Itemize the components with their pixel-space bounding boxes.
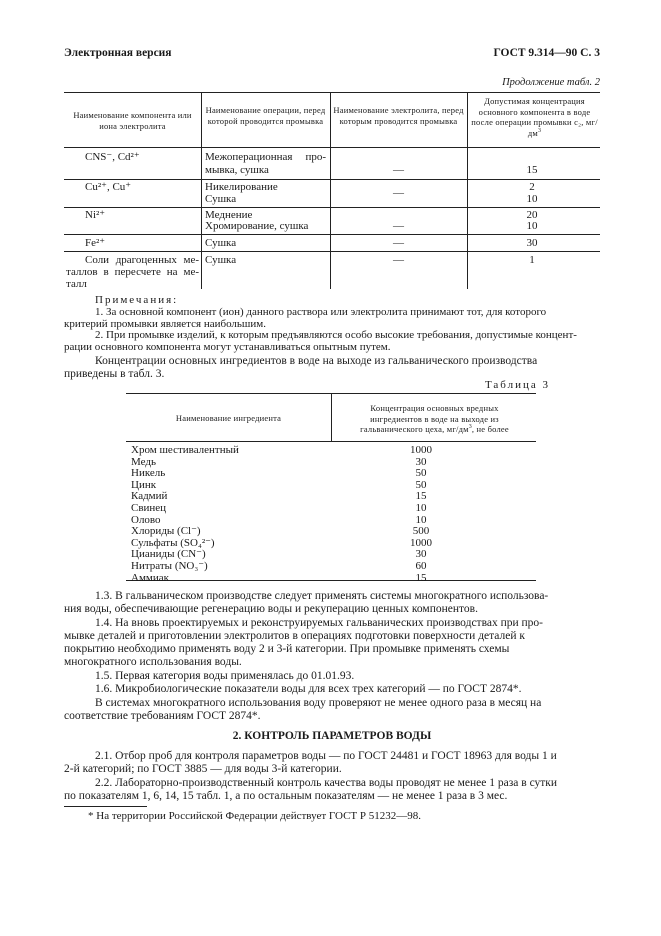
ingredient-name: Медь: [131, 455, 156, 468]
table-3-header-rule: [126, 441, 536, 442]
paragraph-1-3-line-1: 1.3. В гальваническом производстве следует применять системы многократного использова-: [95, 590, 549, 602]
table-2-cell-value: 2: [529, 181, 535, 193]
table-2-row-rule: [64, 234, 600, 235]
table-2-cell-value: 15: [526, 164, 538, 176]
table-2-cell-operation: Сушка: [205, 237, 237, 249]
paragraph-recycle-line-2: соответствие требованиям ГОСТ 2874*.: [64, 710, 261, 722]
ingredient-name: Хром шестивалентный: [131, 444, 239, 456]
table-row: [131, 502, 531, 514]
table-2-row-rule: [64, 179, 600, 180]
paragraph-2-2-line-1: 2.2. Лабораторно-производственный контроль качества воды проводят не менее 1 раза в сутки: [95, 777, 558, 789]
table-2-cell-electrolyte: —: [393, 187, 404, 199]
ingredient-name: Никель: [131, 467, 166, 480]
ingredient-value: 60: [415, 559, 427, 572]
ingredient-name: Цинк: [131, 478, 157, 491]
footnote: * На территории Российской Федерации действует ГОСТ Р 51232—98.: [88, 810, 422, 822]
ingredient-value: 50: [415, 467, 427, 480]
table-2-cell-electrolyte: —: [393, 220, 404, 232]
paragraph-1-4-line-2: мывке деталей и приготовлении электролитов в операциях подготовки поверхности деталей к: [64, 630, 525, 642]
table-2-cell-component: таллов в пересчете на ме-: [66, 266, 199, 278]
table-row: [131, 514, 531, 526]
ingredient-value: 1000: [410, 444, 432, 456]
table-2-cell-component: Ni²⁺: [85, 209, 106, 221]
table-2-cell-component: Cu²⁺, Cu⁺: [85, 181, 132, 193]
ingredient-name: Сульфаты (SO₄²⁻): [131, 536, 215, 549]
table-2-col-component: Наименование компонента или иона электролита: [73, 110, 192, 131]
paragraph-2-1-line-1: 2.1. Отбор проб для контроля параметров воды — по ГОСТ 24481 и ГОСТ 18963 для воды 1 и: [95, 750, 557, 762]
table-3-col-concentration: Концентрация основных вредных ингредиентов в воде на выходе из гальванического цеха, $мг/дм^3$, не более: [360, 403, 509, 435]
table-row: [131, 467, 531, 479]
table-row: [131, 490, 531, 502]
ingredient-value: 10: [415, 513, 427, 526]
ingredient-value: 1000: [410, 536, 432, 549]
ingredient-value: 15: [415, 490, 427, 503]
table-2-cell-operation: Межоперационная про-: [205, 151, 326, 163]
ingredient-name: Аммиак: [131, 571, 169, 584]
table-2-cell-value: 20: [526, 209, 538, 221]
table-2-row-rule: [64, 251, 600, 252]
paragraph-2-1-line-2: 2-й категорий; по ГОСТ 3885 — для воды 3-й категории.: [64, 763, 342, 775]
table-2-cell-operation: Сушка: [205, 254, 237, 266]
table-2-cell-value: 10: [526, 193, 538, 205]
table-2-cell-operation: мывка, сушка: [205, 164, 269, 176]
table-2-header-rule: [64, 147, 600, 148]
ingredient-name: Нитраты (NO₃⁻): [131, 559, 208, 572]
table-2-col-rule: [467, 92, 468, 289]
table-2-cell-value: 30: [526, 237, 538, 249]
paragraph-2-2-line-2: по показателям 1, 6, 14, 15 табл. 1, а по остальным показателям — не менее 1 раза в 3 мес.: [64, 790, 508, 802]
ingredient-value: 30: [415, 455, 427, 468]
paragraph-1-6: 1.6. Микробиологические показатели воды для всех трех категорий — по ГОСТ 2874*.: [95, 683, 522, 695]
table-row: [131, 479, 531, 491]
intro-line-1: Концентрации основных ингредиентов в воде на выходе из гальванического производства: [95, 355, 538, 367]
table-2-cell-component: Соли драгоценных ме-: [85, 254, 199, 266]
table-3-rows: [131, 444, 531, 583]
notes-title: Примечания:: [95, 294, 179, 306]
table-3-col-rule: [331, 393, 332, 441]
table-2-cell-value: 1: [529, 254, 535, 266]
table-2-cell-electrolyte: —: [393, 254, 404, 266]
table-3-col-ingredient: Наименование ингредиента: [175, 413, 282, 423]
table-2-row-rule: [64, 207, 600, 208]
table-2-cell-component: CNS⁻, Cd²⁺: [85, 151, 140, 163]
paragraph-1-5: 1.5. Первая категория воды применялась до 01.01.93.: [95, 670, 355, 682]
table-2-col-operation: Наименование операции, перед которой проводится промывка: [205, 105, 326, 126]
ingredient-name: Хлориды (Cl⁻): [131, 525, 201, 538]
table-row: [131, 560, 531, 572]
table-continuation-label: Продолжение табл. 2: [502, 77, 600, 88]
table-2-col-electrolyte: Наименование электролита, перед которым проводится промывка: [333, 105, 464, 126]
ingredient-value: 30: [415, 548, 427, 561]
ingredient-name: Олово: [131, 513, 161, 526]
ingredient-value: 15: [415, 571, 427, 584]
table-2-cell-operation: Сушка: [205, 193, 237, 205]
edition-label: Электронная версия: [64, 47, 172, 59]
table-row: [131, 456, 531, 468]
table-2-cell-operation: Хромирование, сушка: [205, 220, 309, 232]
table-2-cell-value: 10: [526, 220, 538, 232]
table-row: [131, 537, 531, 549]
table-2-cell-component: Fe²⁺: [85, 237, 106, 249]
ingredient-value: 10: [415, 501, 427, 514]
note-2-line-1: 2. При промывке изделий, к которым предъявляются особо высокие требования, допустимые концент-: [95, 329, 577, 341]
paragraph-1-4-line-1: 1.4. На вновь проектируемых и реконструируемых гальванических производствах при про-: [95, 617, 544, 629]
footnote-rule: [64, 806, 147, 807]
table-2-col-concentration: Допустимая концентрация основного компонента в воде после операции промывки c₂, $мг/дм^3$: [471, 96, 598, 138]
table-row: [131, 444, 531, 456]
paragraph-1-3-line-2: ния воды, обеспечивающие регенерацию воды и рекуперацию ценных компонентов.: [64, 603, 478, 615]
table-2-cell-electrolyte: —: [393, 237, 404, 249]
section-2-heading: 2. КОНТРОЛЬ ПАРАМЕТРОВ ВОДЫ: [232, 730, 432, 742]
table-2-cell-electrolyte: —: [393, 164, 404, 176]
note-1-line-1: 1. За основной компонент (ион) данного раствора или электролита принимают тот, для которого: [95, 306, 547, 318]
standard-page-number: ГОСТ 9.314—90 С. 3: [493, 47, 600, 59]
paragraph-1-4-line-4: многократного использования воды.: [64, 656, 242, 668]
table-2-cell-component: талл: [66, 278, 87, 290]
table-row: [131, 525, 531, 537]
table-3-caption: Таблица 3: [484, 379, 550, 391]
ingredient-value: 500: [412, 525, 430, 538]
ingredient-name: Кадмий: [131, 490, 168, 503]
ingredient-name: Свинец: [131, 501, 167, 514]
note-1-line-2: критерий промывки является наибольшим.: [64, 318, 267, 330]
table-row: [131, 572, 531, 584]
ingredient-name: Цианиды (CN⁻): [131, 548, 206, 561]
note-2-line-2: рации основного компонента могут устанавливаться опытным путем.: [64, 341, 391, 353]
paragraph-1-4-line-3: покрытию необходимо применять воду 2 и 3-й категории. При промывке применять схемы: [64, 643, 510, 655]
table-2-col-rule: [201, 92, 202, 289]
intro-line-2: приведены в табл. 3.: [64, 368, 165, 380]
table-2-cell-operation: Меднение: [205, 209, 253, 221]
paragraph-recycle-line-1: В системах многократного использования воду проверяют не менее одного раза в месяц на: [95, 697, 542, 709]
ingredient-value: 50: [415, 478, 427, 491]
table-2-top-rule: [64, 92, 600, 93]
table-2-cell-operation: Никелирование: [205, 181, 278, 193]
table-row: [131, 548, 531, 560]
